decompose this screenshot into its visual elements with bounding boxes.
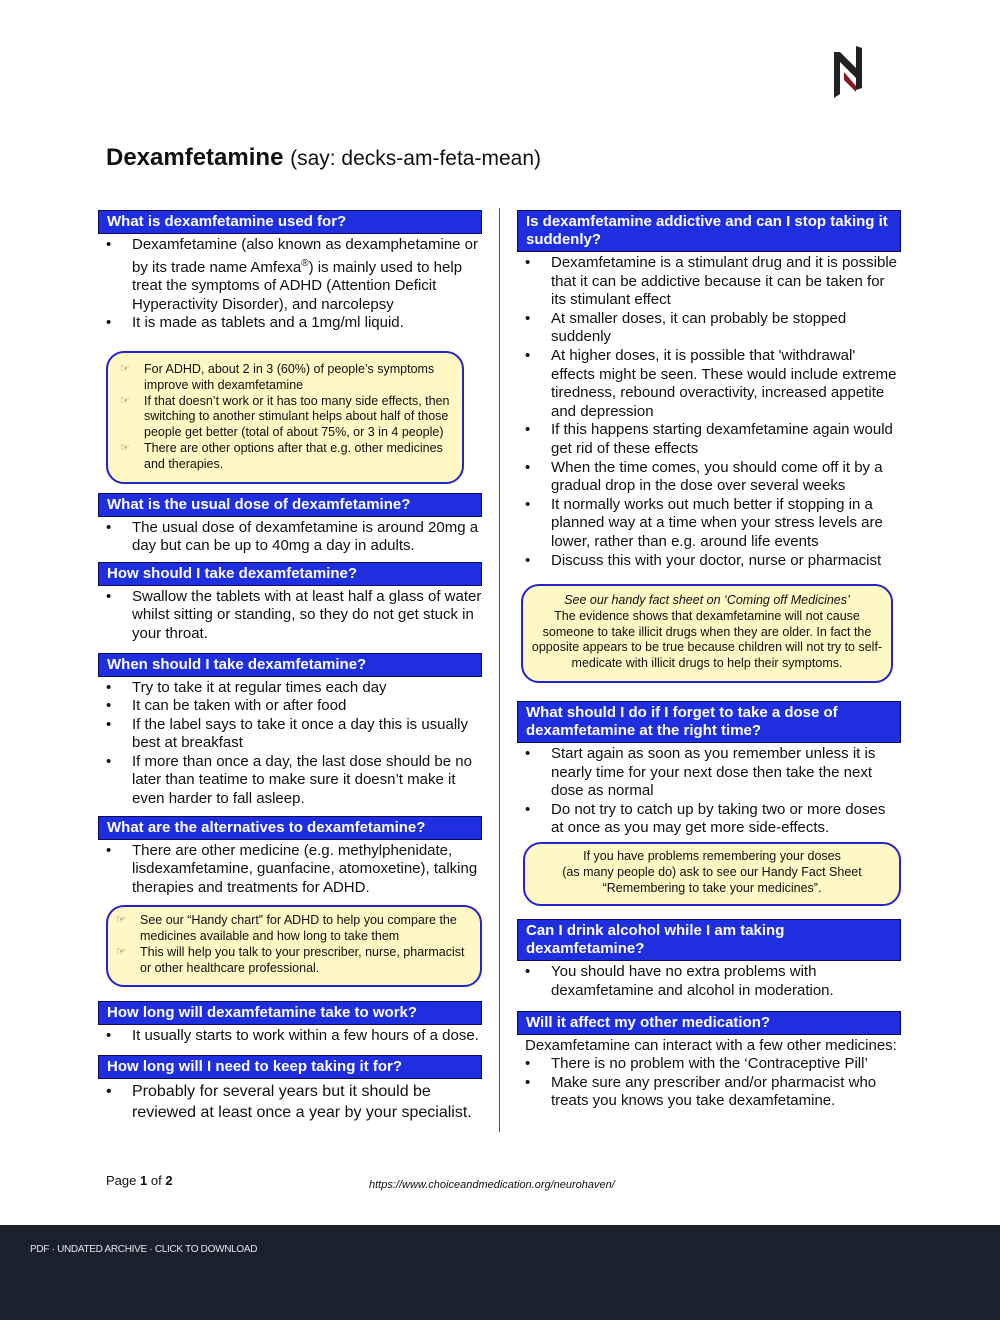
list-item: • It normally works out much better if stopping in a planned way at a time when your stress levels are lower, rather than e.g. around life events bbox=[517, 496, 901, 552]
list-item: ☞ For ADHD, about 2 in 3 (60%) of people’s symptoms improve with dexamfetamine bbox=[112, 362, 452, 394]
list-item: • At higher doses, it is possible that 'withdrawal' effects might be seen. These would include extreme tiredness, rebound overactivity, increased appetite and depression bbox=[517, 347, 901, 421]
list-item: ☞ If that doesn’t work or it has too many side effects, then switching to another stimulant helps about half of those people get better (total of about 75%, or 3 in 4 people) bbox=[112, 394, 452, 441]
list-item: • Do not try to catch up by taking two or more doses at once as you may get more side-effects. bbox=[517, 801, 901, 838]
info-box bbox=[106, 351, 464, 484]
section-heading: What is dexamfetamine used for? bbox=[98, 210, 482, 234]
info-box: If you have problems remembering your doses (as many people do) ask to see our Handy Fact Sheet “Remembering to take your medicines”. bbox=[523, 842, 901, 906]
download-bar[interactable] bbox=[0, 1225, 1000, 1320]
section-heading: How long will dexamfetamine take to work? bbox=[98, 1001, 482, 1025]
pronunciation: (say: decks-am-feta-mean) bbox=[290, 147, 541, 170]
info-box bbox=[106, 905, 482, 986]
bullet-list bbox=[98, 236, 482, 333]
list-item: • When the time comes, you should come off it by a gradual drop in the dose over several weeks bbox=[517, 459, 901, 496]
bullet-list bbox=[517, 963, 901, 1000]
list-item: • You should have no extra problems with dexamfetamine and alcohol in moderation. bbox=[517, 963, 901, 1000]
list-item: • Probably for several years but it should be reviewed at least once a year by your specialist. bbox=[98, 1081, 482, 1123]
list-item: • Try to take it at regular times each day bbox=[98, 679, 482, 698]
list-item: • Discuss this with your doctor, nurse or pharmacist bbox=[517, 552, 901, 571]
list-item: • If the label says to take it once a day this is usually best at breakfast bbox=[98, 716, 482, 753]
fact-sheet-link-text: See our handy fact sheet on ‘Coming off Medicines’ bbox=[564, 593, 850, 608]
section-heading: When should I take dexamfetamine? bbox=[98, 653, 482, 677]
section-heading: What are the alternatives to dexamfetamine? bbox=[98, 816, 482, 840]
list-item: • Dexamfetamine is a stimulant drug and it is possible that it can be addictive because it can be taken for its stimulant effect bbox=[517, 254, 901, 310]
bullet-list bbox=[98, 519, 482, 556]
info-text: The evidence shows that dexamfetamine will not cause someone to take illicit drugs when they are older. In fact the opposite appears to be true because children will not try to self-medicate with illicit drugs to help their symptoms. bbox=[531, 608, 883, 671]
list-item: • It can be taken with or after food bbox=[98, 697, 482, 716]
section-heading: Is dexamfetamine addictive and can I stop taking it suddenly? bbox=[517, 210, 901, 252]
drug-name: Dexamfetamine bbox=[106, 144, 284, 171]
bullet-list bbox=[98, 842, 482, 898]
list-item: ☞ See our “Handy chart” for ADHD to help you compare the medicines available and how long to take them bbox=[108, 913, 474, 945]
list-item: • At smaller doses, it can probably be stopped suddenly bbox=[517, 310, 901, 347]
column-divider bbox=[499, 208, 500, 1132]
intro-text: Dexamfetamine can interact with a few other medicines: bbox=[525, 1036, 897, 1054]
bullet-list bbox=[517, 1055, 901, 1111]
list-item: • There is no problem with the ‘Contraceptive Pill’ bbox=[517, 1055, 901, 1074]
page-number: Page 1 of 2 bbox=[106, 1173, 173, 1188]
page-title bbox=[106, 144, 541, 172]
list-item: • It usually starts to work within a few hours of a dose. bbox=[98, 1027, 482, 1046]
list-item: • The usual dose of dexamfetamine is around 20mg a day but can be up to 40mg a day in adults. bbox=[98, 519, 482, 556]
list-item: • There are other medicine (e.g. methylphenidate, lisdexamfetamine, guanfacine, atomoxetine), talking therapies and treatments for ADHD. bbox=[98, 842, 482, 898]
bullet-list bbox=[517, 745, 901, 838]
list-item: • Start again as soon as you remember unless it is nearly time for your next dose then take the next dose as normal bbox=[517, 745, 901, 801]
list-item: ☞ This will help you talk to your prescriber, nurse, pharmacist or other healthcare professional. bbox=[108, 945, 474, 977]
section-heading: How long will I need to keep taking it for? bbox=[98, 1055, 482, 1079]
nh-monogram-icon bbox=[826, 42, 872, 100]
bullet-list bbox=[517, 254, 901, 570]
list-item: • Swallow the tablets with at least half a glass of water whilst sitting or standing, so they do not get stuck in your throat. bbox=[98, 588, 482, 644]
section-heading: What should I do if I forget to take a dose of dexamfetamine at the right time? bbox=[517, 701, 901, 743]
section-heading: How should I take dexamfetamine? bbox=[98, 562, 482, 586]
info-box bbox=[521, 584, 893, 683]
bullet-list bbox=[98, 588, 482, 644]
list-item: • If more than once a day, the last dose should be no later than teatime to make sure it doesn’t make it even harder to fall asleep. bbox=[98, 753, 482, 809]
list-item: • Make sure any prescriber and/or pharmacist who treats you knows you take dexamfetamine. bbox=[517, 1074, 901, 1111]
download-link[interactable]: PDF · UNDATED ARCHIVE · CLICK TO DOWNLOAD bbox=[30, 1244, 258, 1255]
list-item: ☞ There are other options after that e.g. other medicines and therapies. bbox=[112, 441, 452, 473]
list-item: • Dexamfetamine (also known as dexamphetamine or by its trade name Amfexa®) is mainly used to help treat the symptoms of ADHD (Attention Deficit Hyperactivity Disorder), and narcolepsy bbox=[98, 236, 482, 314]
section-heading: Will it affect my other medication? bbox=[517, 1011, 901, 1035]
source-url-link[interactable]: https://www.choiceandmedication.org/neurohaven/ bbox=[369, 1179, 615, 1191]
list-item: • It is made as tablets and a 1mg/ml liquid. bbox=[98, 314, 482, 333]
left-column bbox=[98, 210, 482, 1123]
section-heading: What is the usual dose of dexamfetamine? bbox=[98, 493, 482, 517]
section-heading: Can I drink alcohol while I am taking dexamfetamine? bbox=[517, 919, 901, 961]
bullet-list bbox=[98, 1027, 482, 1046]
bullet-list bbox=[98, 679, 482, 809]
bullet-list bbox=[98, 1081, 482, 1123]
list-item: • If this happens starting dexamfetamine again would get rid of these effects bbox=[517, 421, 901, 458]
right-column bbox=[517, 210, 901, 1111]
